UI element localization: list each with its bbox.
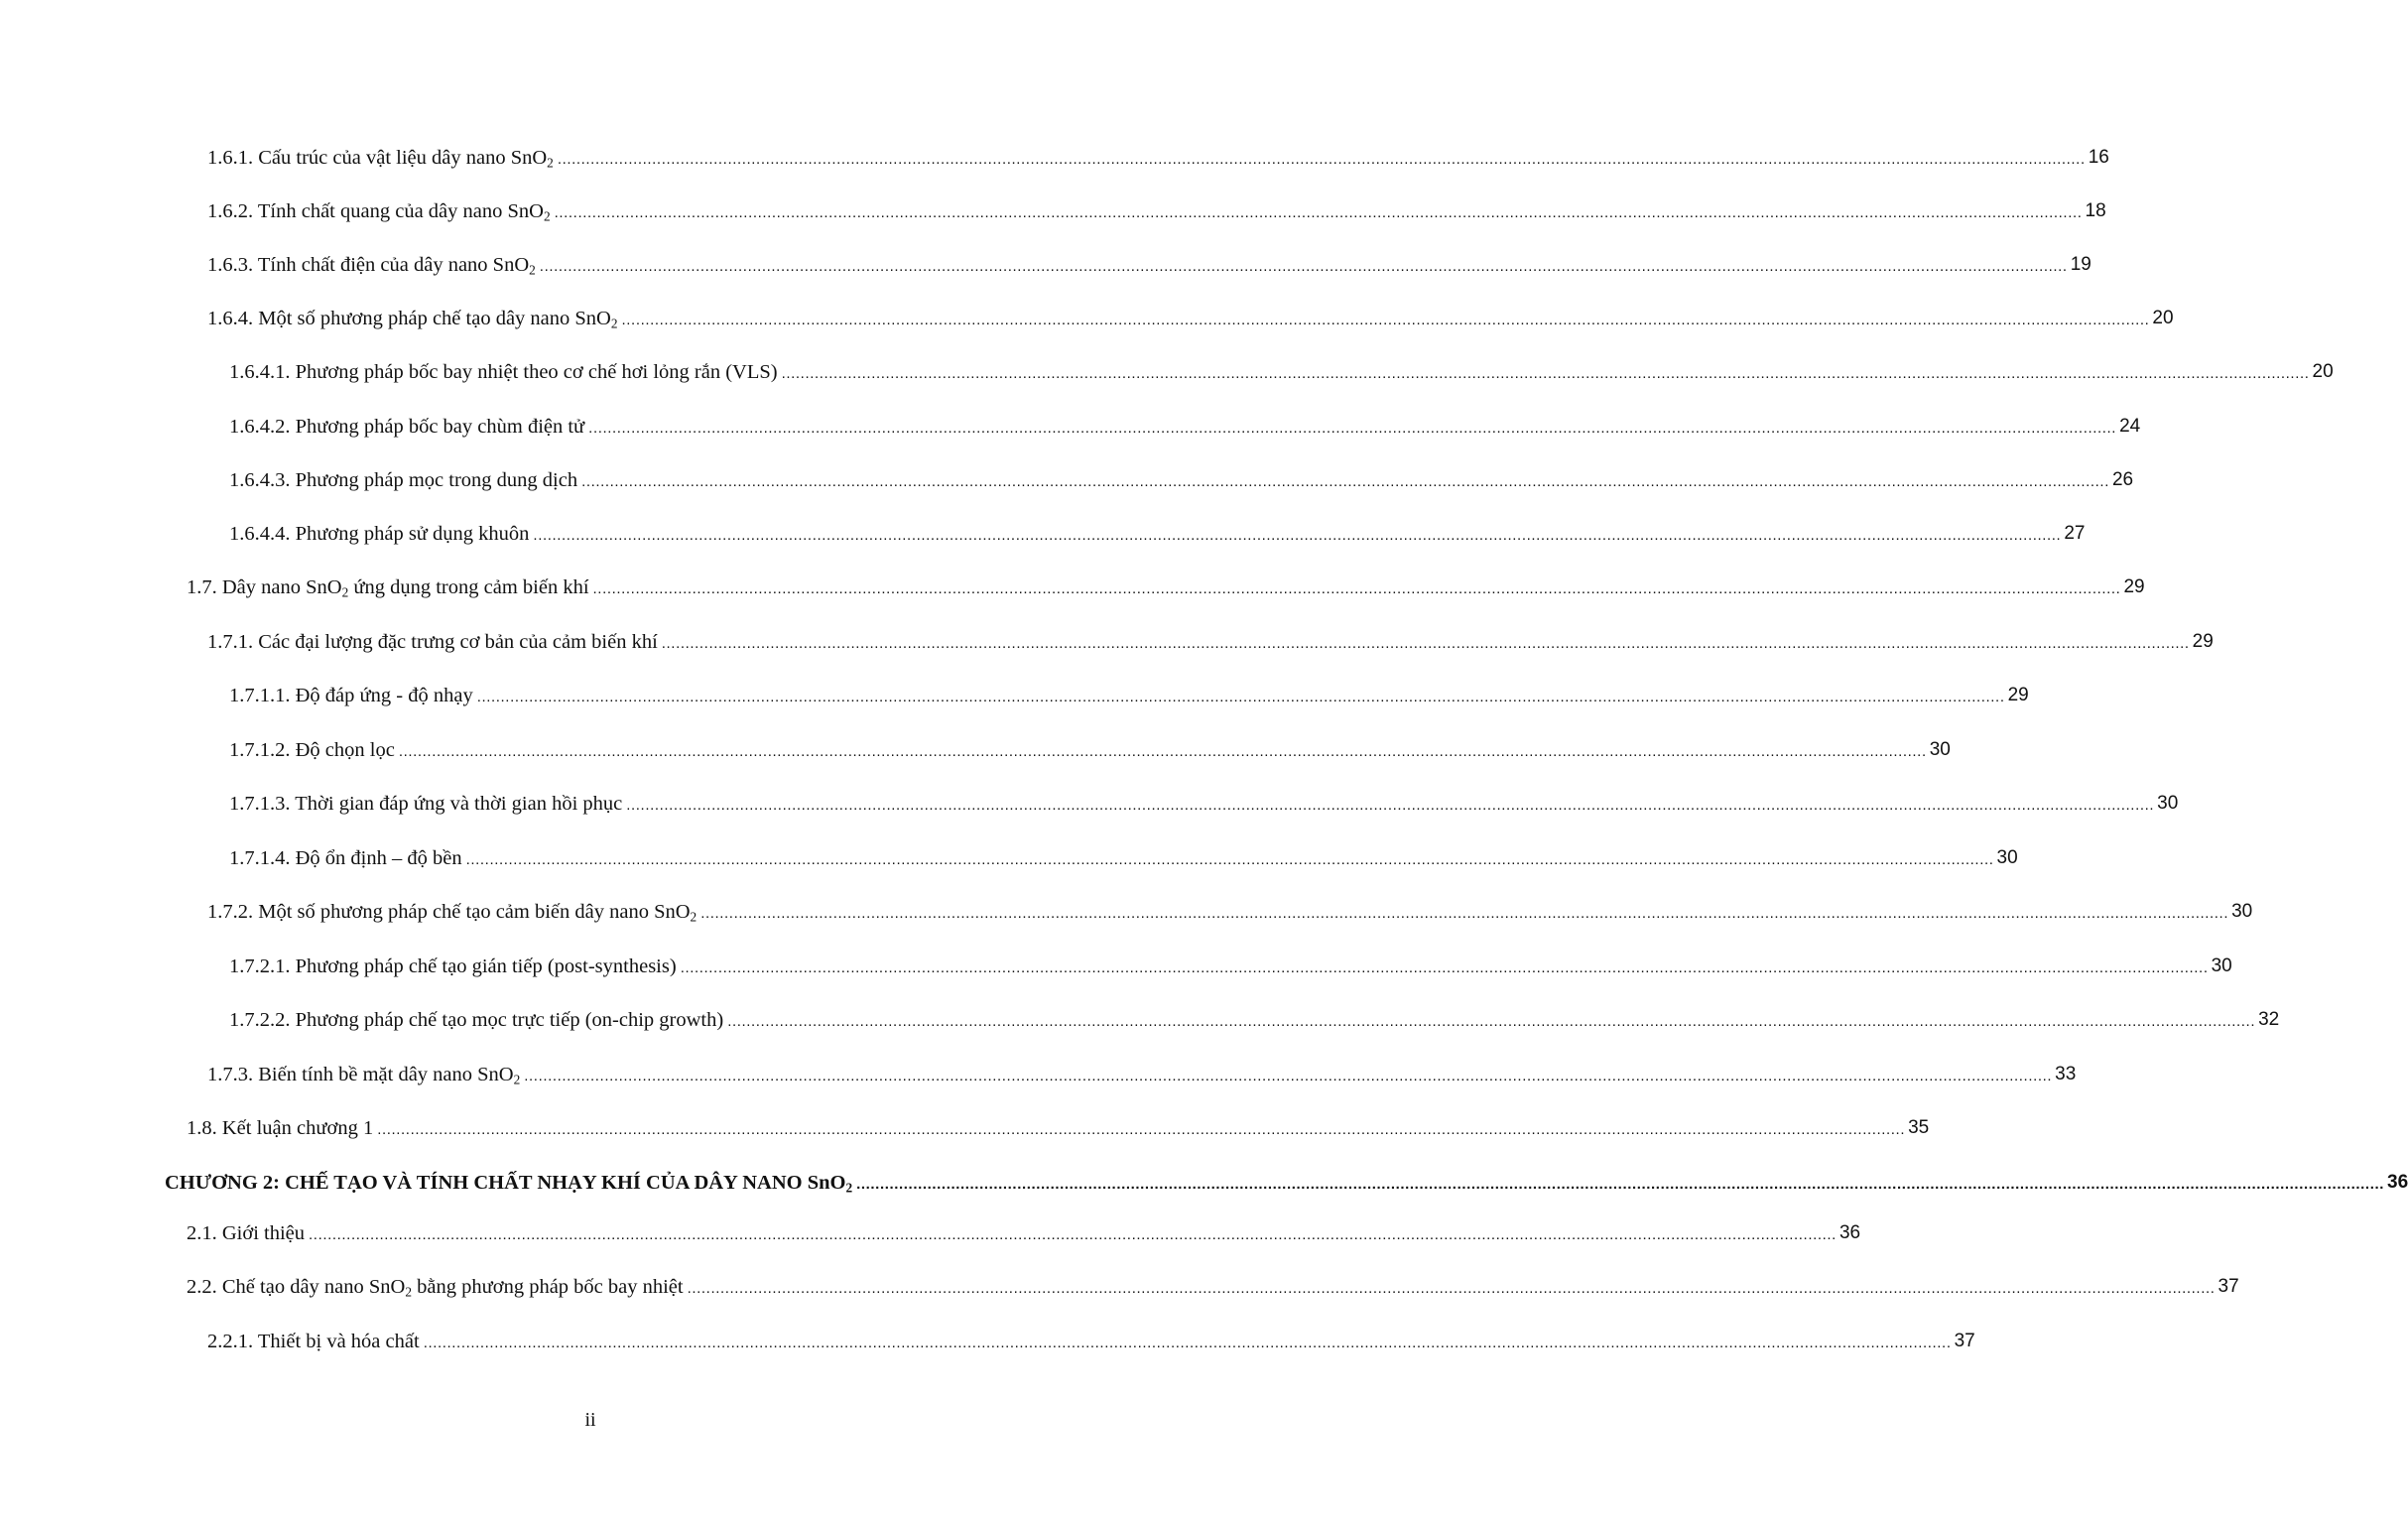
dot-leader: ...................................................................................................................................................................................................................................................................................................................................: [856, 1176, 2385, 1193]
dot-leader: ...................................................................................................................................................................................................................................................................................................................................: [377, 1121, 1906, 1138]
toc-page-number: 30: [2231, 901, 2253, 922]
toc-entry-label: 2.2. Chế tạo dây nano SnO$_2$ bằng phương pháp bốc bay nhiệt: [187, 1276, 684, 1300]
toc-entry-1-6-4-1[interactable]: [229, 351, 2334, 385]
toc-page-number: 29: [2123, 576, 2145, 597]
dot-leader: ...................................................................................................................................................................................................................................................................................................................................: [687, 1280, 2216, 1297]
toc-page-number: 30: [1929, 739, 1951, 760]
toc-entry-label: 1.7.2. Một số phương pháp chế tạo cảm biến dây nano SnO$_2$: [207, 901, 697, 925]
toc-entry-label: 1.6.4.2. Phương pháp bốc bay chùm điện tử: [229, 416, 585, 438]
toc-entry-1-8[interactable]: [187, 1107, 1930, 1141]
toc-entry-label: CHƯƠNG 2: CHẾ TẠO VÀ TÍNH CHẤT NHẠY KHÍ CỦA DÂY NANO SnO$_2$: [165, 1172, 853, 1196]
toc-entry-1-7-1-1[interactable]: [229, 675, 2029, 708]
toc-entry-1-6-1[interactable]: [207, 137, 2109, 171]
toc-entry-1-7-1-4[interactable]: [229, 837, 2018, 871]
toc-entry-2-2-1[interactable]: [207, 1321, 1975, 1354]
toc-entry-label: 1.7.1.3. Thời gian đáp ứng và thời gian hồi phục: [229, 793, 623, 815]
dot-leader: ...................................................................................................................................................................................................................................................................................................................................: [524, 1068, 2053, 1084]
toc-entry-label: 1.6.2. Tính chất quang của dây nano SnO$_2$: [207, 200, 551, 224]
dot-leader: ...................................................................................................................................................................................................................................................................................................................................: [557, 151, 2086, 168]
toc-entry-1-7-1-2[interactable]: [229, 729, 1951, 763]
toc-page-number: 37: [1954, 1331, 1975, 1351]
page-number-footer: ii: [584, 1409, 596, 1431]
dot-leader: ...................................................................................................................................................................................................................................................................................................................................: [539, 258, 2068, 275]
toc-page-number: 30: [1996, 847, 2018, 868]
dot-leader: ...................................................................................................................................................................................................................................................................................................................................: [423, 1335, 1952, 1351]
dot-leader: ...................................................................................................................................................................................................................................................................................................................................: [554, 204, 2083, 221]
dot-leader: ...................................................................................................................................................................................................................................................................................................................................: [588, 420, 2117, 437]
toc-entry-label: 2.2.1. Thiết bị và hóa chất: [207, 1331, 420, 1352]
toc-page-number: 20: [2152, 308, 2174, 328]
toc-entry-1-7-1[interactable]: [207, 621, 2214, 655]
dot-leader: ...................................................................................................................................................................................................................................................................................................................................: [476, 689, 2005, 705]
toc-entry-1-7-2[interactable]: [207, 891, 2253, 925]
toc-page-number: 30: [2211, 955, 2232, 976]
toc-entry-label: 1.7.2.1. Phương pháp chế tạo gián tiếp (post-synthesis): [229, 955, 677, 977]
toc-entry-1-7-1-3[interactable]: [229, 783, 2179, 817]
dot-leader: ...................................................................................................................................................................................................................................................................................................................................: [398, 743, 1927, 760]
dot-leader: ...................................................................................................................................................................................................................................................................................................................................: [465, 851, 1994, 868]
toc-page-number: 30: [2157, 793, 2179, 814]
toc-page-number: 24: [2119, 416, 2141, 437]
toc-entry-label: 2.1. Giới thiệu: [187, 1222, 306, 1244]
toc-page-number: 26: [2111, 469, 2134, 490]
toc-page-number: 18: [2085, 200, 2106, 221]
toc-page-number: 16: [2088, 147, 2109, 168]
dot-leader: ...................................................................................................................................................................................................................................................................................................................................: [661, 635, 2190, 652]
toc-entry-1-6-4-4[interactable]: [229, 513, 2086, 547]
toc-entry-2-2[interactable]: [187, 1266, 2239, 1300]
dot-leader: ...................................................................................................................................................................................................................................................................................................................................: [581, 473, 2109, 490]
toc-page-number: 29: [2007, 685, 2029, 705]
toc-page-number: 36: [2387, 1172, 2408, 1193]
toc-entry-1-7-2-1[interactable]: [229, 946, 2232, 979]
toc-entry-label: 1.6.3. Tính chất điện của dây nano SnO$_2$: [207, 254, 536, 278]
toc-entry-chapter-2[interactable]: [165, 1162, 2408, 1196]
toc-page-number: 37: [2218, 1276, 2239, 1297]
toc-entry-label: 1.7. Dây nano SnO$_2$ ứng dụng trong cảm biến khí: [187, 576, 589, 600]
toc-entry-2-1[interactable]: [187, 1212, 1861, 1246]
toc-entry-1-6-3[interactable]: [207, 244, 2091, 278]
dot-leader: ...................................................................................................................................................................................................................................................................................................................................: [700, 905, 2229, 922]
toc-entry-1-6-2[interactable]: [207, 191, 2106, 224]
toc-page-number: 20: [2312, 361, 2334, 382]
toc-entry-label: 1.7.3. Biến tính bề mặt dây nano SnO$_2$: [207, 1064, 521, 1087]
toc-page-number: 35: [1908, 1117, 1930, 1138]
toc-entry-1-7-3[interactable]: [207, 1054, 2077, 1087]
toc-entry-1-6-4[interactable]: [207, 298, 2174, 331]
toc-entry-1-7[interactable]: [187, 567, 2145, 600]
toc-page-number: 27: [2064, 523, 2086, 544]
toc-entry-label: 1.6.4. Một số phương pháp chế tạo dây nano SnO$_2$: [207, 308, 618, 331]
dot-leader: ...................................................................................................................................................................................................................................................................................................................................: [781, 365, 2310, 382]
toc-page-number: 29: [2192, 631, 2214, 652]
toc-entry-label: 1.6.4.3. Phương pháp mọc trong dung dịch: [229, 469, 578, 491]
toc-entry-label: 1.7.1.1. Độ đáp ứng - độ nhạy: [229, 685, 473, 706]
toc-entry-1-6-4-3[interactable]: [229, 459, 2134, 493]
toc-entry-label: 1.7.1.2. Độ chọn lọc: [229, 739, 395, 761]
dot-leader: ...................................................................................................................................................................................................................................................................................................................................: [592, 580, 2121, 597]
toc-entry-label: 1.7.1. Các đại lượng đặc trưng cơ bản của cảm biến khí: [207, 631, 658, 653]
toc-entry-label: 1.6.1. Cấu trúc của vật liệu dây nano SnO$_2$: [207, 147, 554, 171]
dot-leader: ...................................................................................................................................................................................................................................................................................................................................: [626, 797, 2155, 814]
toc-page-number: 32: [2258, 1009, 2280, 1030]
dot-leader: ...................................................................................................................................................................................................................................................................................................................................: [621, 312, 2150, 328]
toc-entry-label: 1.6.4.4. Phương pháp sử dụng khuôn: [229, 523, 530, 545]
dot-leader: ...................................................................................................................................................................................................................................................................................................................................: [727, 1013, 2256, 1030]
toc-entry-label: 1.7.2.2. Phương pháp chế tạo mọc trực tiếp (on-chip growth): [229, 1009, 724, 1031]
toc-page-number: 33: [2055, 1064, 2077, 1084]
dot-leader: ...................................................................................................................................................................................................................................................................................................................................: [309, 1226, 1837, 1243]
toc-entry-label: 1.7.1.4. Độ ổn định – độ bền: [229, 847, 462, 869]
dot-leader: ...................................................................................................................................................................................................................................................................................................................................: [533, 527, 2062, 544]
toc-page-number: 36: [1838, 1222, 1861, 1243]
toc-entry-label: 1.8. Kết luận chương 1: [187, 1117, 374, 1139]
toc-entry-label: 1.6.4.1. Phương pháp bốc bay nhiệt theo cơ chế hơi lỏng rắn (VLS): [229, 361, 778, 383]
toc-entry-1-7-2-2[interactable]: [229, 999, 2280, 1033]
dot-leader: ...................................................................................................................................................................................................................................................................................................................................: [680, 959, 2209, 976]
toc-page-number: 19: [2070, 254, 2091, 275]
toc-entry-1-6-4-2[interactable]: [229, 406, 2141, 440]
